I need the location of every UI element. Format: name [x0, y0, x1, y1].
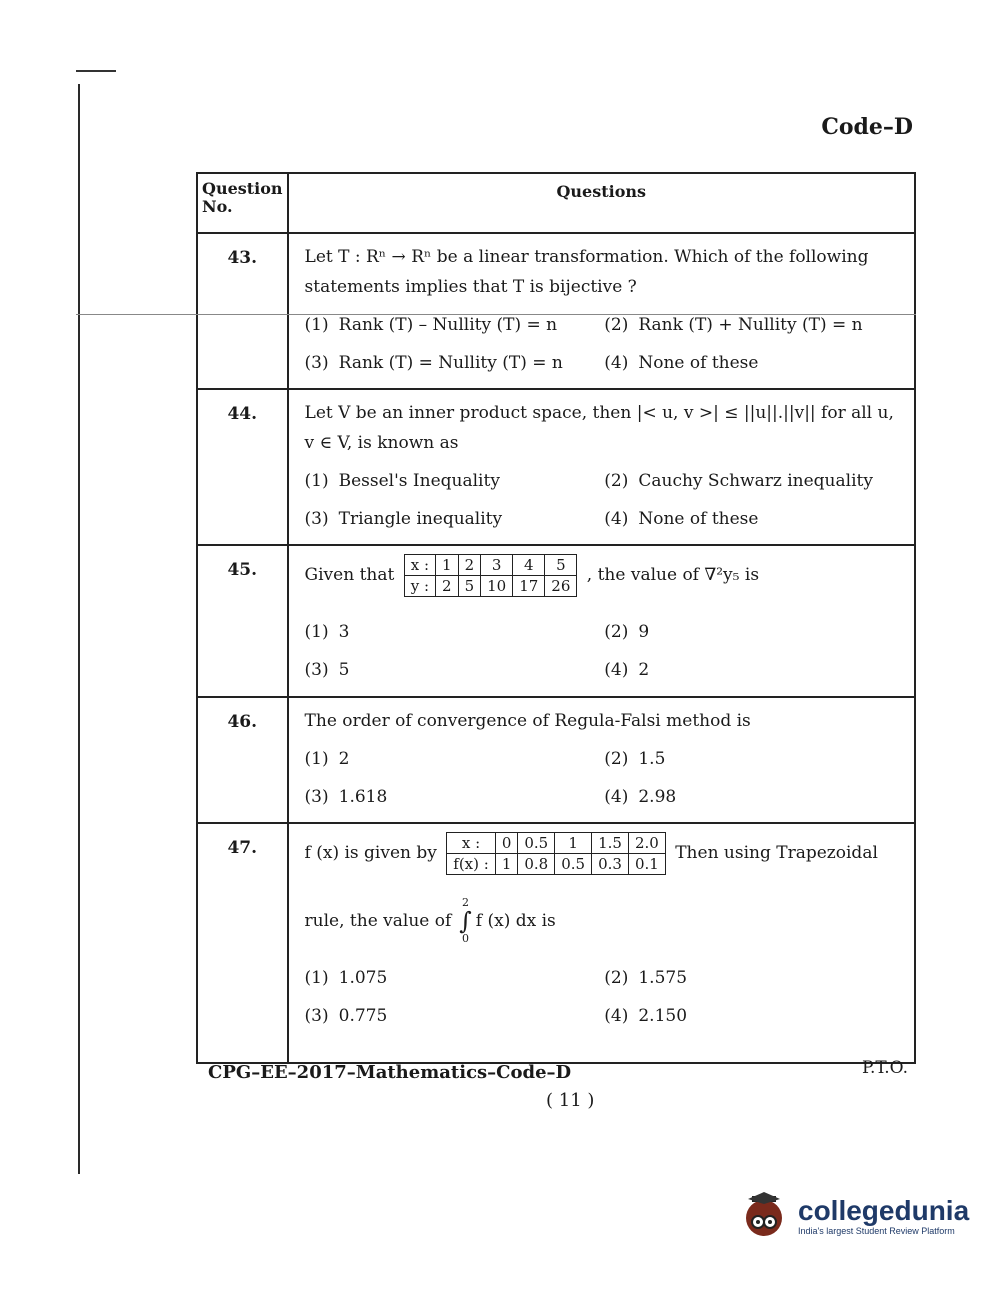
- page-edge-line: [78, 84, 80, 1174]
- logo-name: collegedunia: [798, 1195, 970, 1226]
- paper-code: Code–D: [821, 114, 913, 140]
- option-number: (1): [304, 968, 329, 988]
- question-number: 46.: [197, 697, 288, 823]
- page-number: ( 11 ): [546, 1090, 595, 1111]
- option-number: (2): [604, 622, 629, 642]
- logo-tagline: India's largest Student Review Platform: [798, 1226, 955, 1236]
- questions-header: Questions: [288, 173, 915, 233]
- option[interactable]: [305, 466, 605, 496]
- data-cell: x :: [447, 833, 496, 854]
- data-cell: 1: [555, 833, 592, 854]
- option-text: 1.075: [338, 968, 388, 988]
- option[interactable]: [305, 504, 605, 534]
- option-text: Rank (T) – Nullity (T) = n: [338, 315, 558, 335]
- option[interactable]: [305, 963, 605, 993]
- data-cell: 0.5: [555, 854, 592, 875]
- collegedunia-logo: [738, 1190, 969, 1242]
- question-line-2-prefix: rule, the value of: [304, 911, 452, 931]
- integral-lower-limit: 0: [462, 932, 470, 945]
- data-cell: 0.8: [518, 854, 555, 875]
- question-number: 45.: [197, 545, 288, 697]
- option-text: Rank (T) + Nullity (T) = n: [638, 315, 863, 335]
- data-cell: 4: [513, 555, 545, 576]
- question-text: [305, 832, 904, 875]
- option-text: 2: [338, 749, 350, 769]
- logo-text: [798, 1196, 969, 1236]
- option-text: 0.775: [338, 1006, 388, 1026]
- scan-mark: [76, 70, 116, 72]
- data-cell: 3: [481, 555, 513, 576]
- data-table-row: [404, 576, 577, 597]
- data-table: [446, 832, 666, 875]
- integral-sign: ∫: [459, 907, 472, 935]
- question-line-2: [305, 897, 904, 945]
- option-number: (4): [604, 787, 629, 807]
- option-number: (3): [304, 787, 329, 807]
- option-text: 3: [338, 622, 350, 642]
- option-text: 2.150: [638, 1006, 688, 1026]
- question-no-header: Question No.: [197, 173, 288, 233]
- data-cell: 10: [481, 576, 513, 597]
- option-number: (2): [604, 749, 629, 769]
- option[interactable]: [604, 466, 904, 496]
- options: [305, 963, 904, 1031]
- option-text: 1.5: [638, 749, 666, 769]
- data-cell: 2: [436, 576, 459, 597]
- data-cell: 5: [458, 576, 481, 597]
- question-text: The order of convergence of Regula-Falsi method is: [304, 711, 751, 731]
- question-row: [197, 823, 915, 1063]
- data-cell: 26: [545, 576, 577, 597]
- scan-artifact-line: [76, 314, 916, 315]
- question-row: [197, 545, 915, 697]
- option-text: 1.575: [638, 968, 688, 988]
- question-prefix: Given that: [304, 565, 395, 585]
- question-body: [288, 233, 915, 389]
- question-number: 44.: [197, 389, 288, 545]
- option-number: (4): [604, 509, 629, 529]
- option-number: (1): [304, 749, 329, 769]
- option[interactable]: [604, 744, 904, 774]
- option-text: Rank (T) = Nullity (T) = n: [338, 353, 563, 373]
- option[interactable]: [305, 1001, 605, 1031]
- data-cell: 1: [436, 555, 459, 576]
- options: [305, 466, 904, 534]
- pto-label: P.T.O.: [862, 1058, 908, 1078]
- question-suffix: Then using Trapezoidal: [675, 843, 878, 863]
- option[interactable]: [604, 655, 904, 685]
- data-cell: y :: [404, 576, 435, 597]
- mascot-icon: [738, 1190, 790, 1242]
- option-number: (3): [304, 353, 329, 373]
- footer-paper-code: CPG–EE–2017–Mathematics–Code–D: [208, 1062, 572, 1083]
- question-number: 47.: [197, 823, 288, 1063]
- integrand: f (x) dx is: [475, 911, 556, 931]
- option-number: (2): [604, 968, 629, 988]
- question-row: [197, 389, 915, 545]
- option[interactable]: [305, 744, 605, 774]
- question-prefix: f (x) is given by: [304, 843, 437, 863]
- table-header-row: [197, 173, 915, 233]
- option-number: (1): [304, 471, 329, 491]
- option[interactable]: [604, 782, 904, 812]
- option-text: Bessel's Inequality: [338, 471, 500, 491]
- data-table-row: [404, 555, 577, 576]
- integral-upper-limit: 2: [462, 896, 470, 909]
- option-text: 9: [638, 622, 650, 642]
- data-cell: 1.5: [592, 833, 629, 854]
- option-number: (4): [604, 353, 629, 373]
- integral-expression: [459, 897, 556, 945]
- option-text: 5: [338, 660, 350, 680]
- option[interactable]: [305, 348, 605, 378]
- data-cell: 5: [545, 555, 577, 576]
- option[interactable]: [604, 963, 904, 993]
- question-row: [197, 697, 915, 823]
- data-cell: 0: [495, 833, 518, 854]
- option-number: (3): [304, 660, 329, 680]
- data-table-row: [447, 854, 666, 875]
- option-number: (3): [304, 1006, 329, 1026]
- option-number: (4): [604, 1006, 629, 1026]
- options: [305, 617, 904, 685]
- data-cell: 2: [458, 555, 481, 576]
- question-row: [197, 233, 915, 389]
- question-body: [288, 545, 915, 697]
- option-number: (3): [304, 509, 329, 529]
- question-text: [305, 554, 904, 597]
- question-text: Let T : Rⁿ → Rⁿ be a linear transformation. Which of the following statements implies that T is bijective ?: [304, 247, 869, 297]
- option-number: (4): [604, 660, 629, 680]
- option-text: 2.98: [638, 787, 677, 807]
- option-text: None of these: [638, 353, 759, 373]
- option-text: Cauchy Schwarz inequality: [638, 471, 873, 491]
- question-body: [288, 823, 915, 1063]
- options: [305, 310, 904, 378]
- data-cell: 0.3: [592, 854, 629, 875]
- data-cell: f(x) :: [447, 854, 496, 875]
- question-body: [288, 697, 915, 823]
- option-text: 2: [638, 660, 650, 680]
- options: [305, 744, 904, 812]
- data-cell: 1: [495, 854, 518, 875]
- data-cell: 0.5: [518, 833, 555, 854]
- option[interactable]: [305, 782, 605, 812]
- data-cell: 0.1: [628, 854, 665, 875]
- option-text: 1.618: [338, 787, 388, 807]
- option-number: (2): [604, 315, 629, 335]
- data-cell: x :: [404, 555, 435, 576]
- data-table-row: [447, 833, 666, 854]
- option[interactable]: [604, 348, 904, 378]
- option-number: (1): [304, 315, 329, 335]
- question-suffix: , the value of ∇²y₅ is: [586, 565, 760, 585]
- option[interactable]: [305, 655, 605, 685]
- option[interactable]: [305, 617, 605, 647]
- option[interactable]: [604, 617, 904, 647]
- integral-limits: [459, 897, 472, 945]
- option-text: None of these: [638, 509, 759, 529]
- data-cell: 17: [513, 576, 545, 597]
- data-cell: 2.0: [628, 833, 665, 854]
- question-table: [196, 172, 916, 1064]
- question-number: 43.: [197, 233, 288, 389]
- option-number: (1): [304, 622, 329, 642]
- option-text: Triangle inequality: [338, 509, 503, 529]
- data-table: [404, 554, 578, 597]
- question-body: [288, 389, 915, 545]
- option-number: (2): [604, 471, 629, 491]
- option[interactable]: [604, 1001, 904, 1031]
- option[interactable]: [604, 504, 904, 534]
- question-text: Let V be an inner product space, then |< u, v >| ≤ ||u||.||v|| for all u, v ∈ V, is known as: [304, 403, 894, 453]
